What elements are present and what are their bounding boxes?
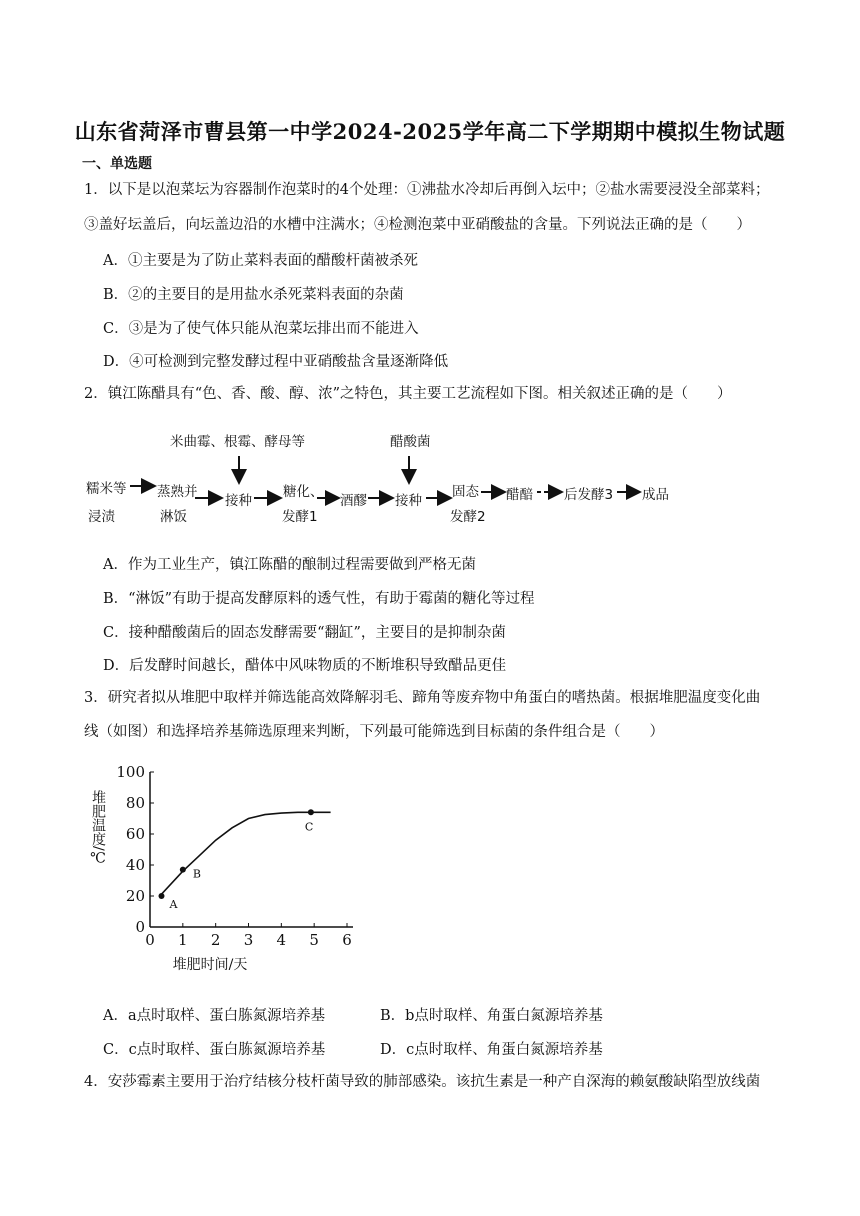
- y-tick-label: 100: [116, 763, 145, 781]
- temperature-chart: [80, 752, 380, 992]
- question-2-option-b: B．“淋饭”有助于提高发酵原料的透气性，有助于霉菌的糖化等过程: [103, 591, 535, 607]
- point-label-b: B: [192, 867, 201, 881]
- node-4-line-2: 发酵1: [282, 509, 318, 525]
- inoculum-label-2: 醋酸菌: [390, 434, 431, 450]
- question-1-option-b: B．②的主要目的是用盐水杀死菜料表面的杂菌: [103, 287, 404, 303]
- x-tick-label: 1: [178, 931, 188, 949]
- node-8: 醋醅: [506, 487, 533, 503]
- node-2-line-2: 淋饭: [160, 509, 187, 525]
- node-2-line-1: 蒸熟并: [157, 484, 198, 500]
- question-3-option-a: A．a点时取样、蛋白胨氮源培养基: [103, 1008, 326, 1024]
- question-2-option-c: C．接种醋酸菌后的固态发酵需要“翻缸”，主要目的是抑制杂菌: [103, 625, 506, 641]
- question-1-line-1: 1．以下是以泡菜坛为容器制作泡菜时的4个处理：①沸盐水冷却后再倒入坛中；②盐水需要浸没全部菜料；: [84, 182, 770, 198]
- question-2-line-1: 2．镇江陈醋具有“色、香、酸、醇、浓”之特色，其主要工艺流程如下图。相关叙述正确的是（ ）: [84, 386, 732, 402]
- node-7-line-2: 发酵2: [450, 509, 486, 525]
- point-a: [158, 893, 164, 899]
- question-2-option-d: D．后发酵时间越长，醋体中风味物质的不断堆积导致醋品更佳: [103, 658, 507, 674]
- y-tick-label: 80: [125, 794, 145, 812]
- point-label-a: A: [169, 898, 178, 911]
- page-title: 山东省菏泽市曹县第一中学2024-2025学年高二下学期期中模拟生物试题: [74, 119, 786, 144]
- node-6: 接种: [395, 493, 422, 509]
- node-10: 成品: [642, 487, 669, 503]
- y-axis-label: 堆肥温度/℃: [90, 790, 106, 867]
- x-tick-label: 3: [243, 931, 254, 949]
- node-7-line-1: 固态: [452, 484, 479, 500]
- x-tick-label: 5: [309, 931, 319, 949]
- question-3-option-d: D．c点时取样、角蛋白氮源培养基: [380, 1042, 603, 1058]
- point-b: [180, 867, 186, 873]
- process-flow-diagram: [80, 425, 700, 535]
- node-9: 后发酵3: [564, 487, 614, 503]
- question-3-line-2: 线（如图）和选择培养基筛选原理来判断，下列最可能筛选到目标菌的条件组合是（ ）: [84, 724, 664, 740]
- x-tick-label: 4: [276, 931, 287, 949]
- question-1-option-c: C．③是为了使气体只能从泡菜坛排出而不能进入: [103, 321, 419, 337]
- y-tick-label: 20: [125, 887, 145, 905]
- question-1-line-2: ③盖好坛盖后，向坛盖边沿的水槽中注满水；④检测泡菜中亚硝酸盐的含量。下列说法正确的是（ ）: [84, 217, 751, 233]
- node-1-line-2: 浸渍: [88, 509, 115, 525]
- node-5: 酒醪: [340, 493, 367, 509]
- node-1-line-1: 糯米等: [86, 481, 127, 497]
- x-tick-label: 0: [145, 931, 155, 949]
- x-tick-label: 2: [210, 931, 221, 949]
- question-1-option-a: A．①主要是为了防止菜料表面的醋酸杆菌被杀死: [103, 253, 418, 269]
- point-label-c: C: [304, 820, 314, 834]
- y-tick-label: 60: [125, 825, 145, 843]
- question-1-option-d: D．④可检测到完整发酵过程中亚硝酸盐含量逐渐降低: [103, 354, 449, 370]
- y-tick-label: 0: [135, 918, 145, 936]
- question-3-option-c: C．c点时取样、蛋白胨氮源培养基: [103, 1042, 326, 1058]
- question-3-line-1: 3．研究者拟从堆肥中取样并筛选能高效降解羽毛、蹄角等废弃物中角蛋白的嗜热菌。根据堆肥温度变化曲: [84, 690, 761, 706]
- point-c: [308, 809, 314, 815]
- x-tick-label: 6: [342, 931, 352, 949]
- node-3: 接种: [225, 493, 252, 509]
- y-tick-label: 40: [125, 856, 145, 874]
- question-2-option-a: A．作为工业生产，镇江陈醋的酿制过程需要做到严格无菌: [103, 557, 476, 573]
- question-3-option-b: B．b点时取样、角蛋白氮源培养基: [380, 1008, 603, 1024]
- question-4-line-1: 4．安莎霉素主要用于治疗结核分枝杆菌导致的肺部感染。该抗生素是一种产自深海的赖氨酸缺陷型放线菌: [84, 1074, 761, 1090]
- section-heading: 一、单选题: [82, 156, 152, 172]
- inoculum-label-1: 米曲霉、根霉、酵母等: [170, 434, 305, 450]
- x-axis-label: 堆肥时间/天: [172, 957, 248, 973]
- node-4-line-1: 糖化、: [283, 484, 324, 500]
- chart-svg: [80, 752, 380, 992]
